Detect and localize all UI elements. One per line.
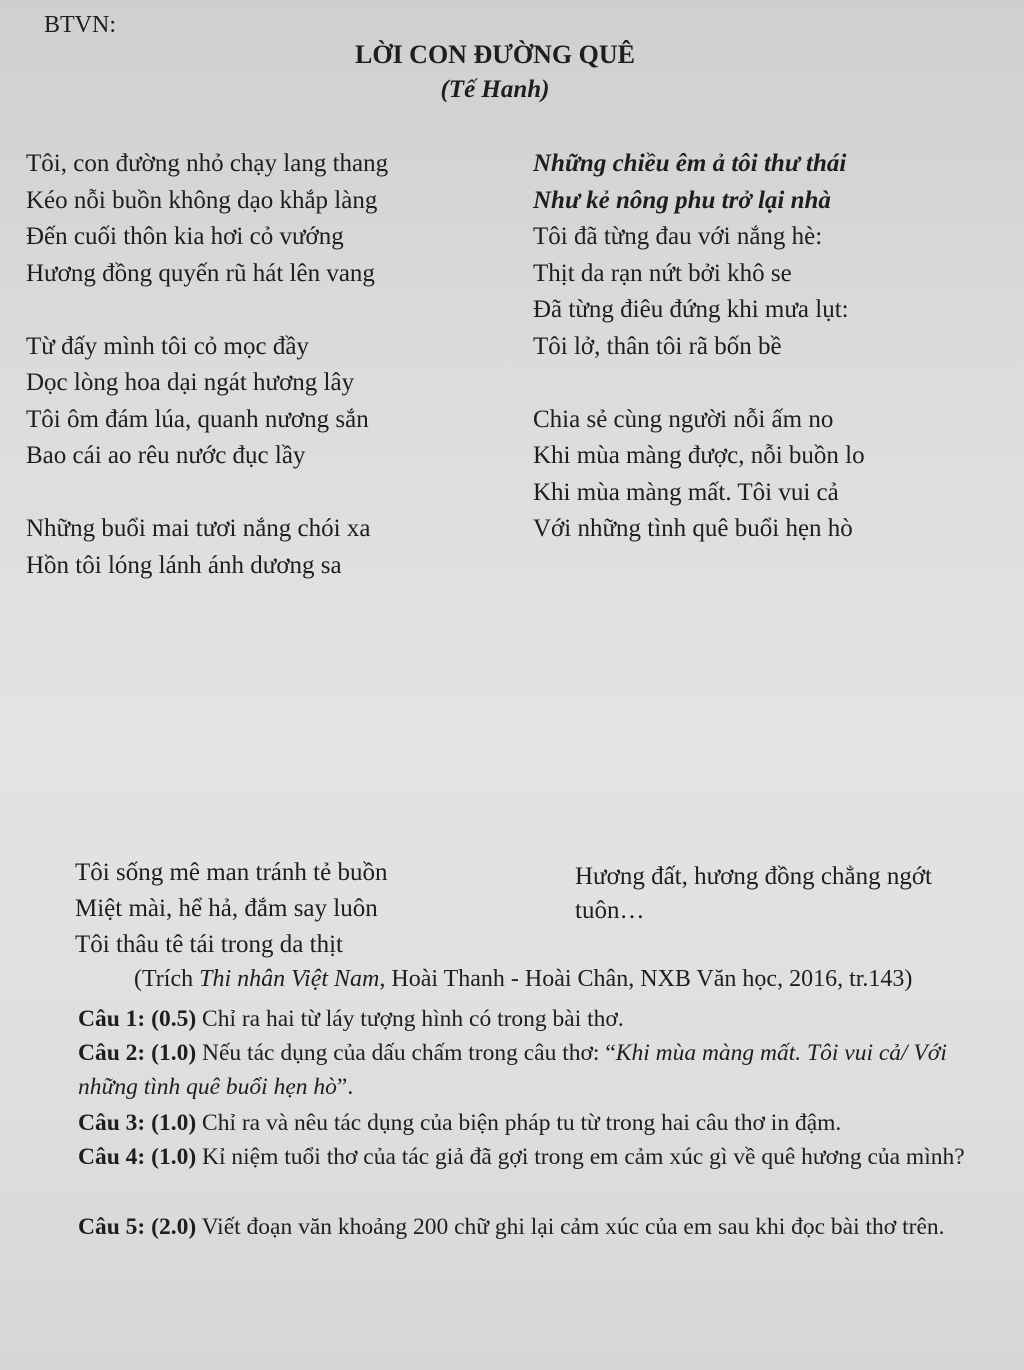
poem-line: Khi mùa màng mất. Tôi vui cả xyxy=(533,478,839,506)
poem-author: (Tế Hanh) xyxy=(440,76,550,103)
question-quote: Khi mùa màng mất. Tôi vui cả/ Với những tình quê buổi hẹn hò xyxy=(78,1040,947,1100)
question-head: Câu 4: (1.0) xyxy=(78,1144,197,1170)
question-text: Chỉ ra hai từ láy tượng hình có trong bài thơ. xyxy=(196,1006,624,1032)
question-1 xyxy=(78,1002,968,1036)
poem-right-column xyxy=(533,146,865,548)
question-quote-end: ”. xyxy=(336,1074,354,1100)
question-4 xyxy=(78,1140,968,1174)
poem-line: Thịt da rạn nứt bởi khô se xyxy=(533,259,792,287)
poem-line: Đã từng điêu đứng khi mưa lụt: xyxy=(533,296,849,323)
poem-bottom-left xyxy=(75,855,387,963)
question-text: Chỉ ra và nêu tác dụng của biện pháp tu từ trong hai câu thơ in đậm. xyxy=(196,1110,842,1136)
poem-line: Kéo nỗi buồn không dạo khắp làng xyxy=(26,186,378,214)
question-head: Câu 5: (2.0) xyxy=(78,1214,197,1240)
poem-line: Hồn tôi lóng lánh ánh dương sa xyxy=(26,551,342,579)
question-head: Câu 1: (0.5) xyxy=(78,1006,197,1032)
poem-line: Khi mùa màng được, nỗi buồn lo xyxy=(533,442,865,469)
poem-line: Tôi lở, thân tôi rã bốn bề xyxy=(533,332,782,360)
source-citation xyxy=(134,966,912,993)
stanza-gap xyxy=(26,475,388,512)
poem-line: Tôi ôm đám lúa, quanh nương sắn xyxy=(26,405,369,433)
poem-line: Đến cuối thôn kia hơi cỏ vướng xyxy=(26,223,344,250)
poem-line-bold: Như kẻ nông phu trở lại nhà xyxy=(533,186,831,214)
question-head: Câu 2: (1.0) xyxy=(78,1040,197,1066)
poem-bottom-right: Hương đất, hương đồng chẳng ngớt tuôn… xyxy=(575,863,932,924)
question-text: Viết đoạn văn khoảng 200 chữ ghi lại cảm xúc của em sau khi đọc bài thơ trên. xyxy=(196,1214,945,1240)
stanza-gap xyxy=(26,292,388,329)
poem-title: LỜI CON ĐƯỜNG QUÊ xyxy=(355,40,635,69)
poem-line: Từ đấy mình tôi cỏ mọc đầy xyxy=(26,332,309,360)
poem-line: Dọc lòng hoa dại ngát hương lây xyxy=(26,369,355,396)
poem-line: Những buổi mai tươi nắng chói xa xyxy=(26,515,371,542)
poem-line: Tôi đã từng đau với nắng hè: xyxy=(533,223,823,250)
question-text: Kỉ niệm tuổi thơ của tác giả đã gợi trong em cảm xúc gì về quê hương của mình? xyxy=(196,1144,965,1170)
source-suffix: , Hoài Thanh - Hoài Chân, NXB Văn học, 2016, tr.143) xyxy=(379,966,913,992)
poem-line: Miệt mài, hể hả, đắm say luôn xyxy=(75,895,378,922)
poem-line: Tôi sống mê man tránh tẻ buồn xyxy=(75,859,388,886)
source-prefix: (Trích xyxy=(134,966,200,992)
poem-left-column xyxy=(26,146,388,584)
question-head: Câu 3: (1.0) xyxy=(78,1110,197,1136)
poem-line: Hương đồng quyến rũ hát lên vang xyxy=(26,259,375,287)
poem-line: Tôi, con đường nhỏ chạy lang thang xyxy=(26,150,389,177)
stanza-gap xyxy=(533,365,865,402)
question-5 xyxy=(78,1210,968,1244)
question-text: Nếu tác dụng của dấu chấm trong câu thơ: “ xyxy=(196,1040,616,1066)
source-book: Thi nhân Việt Nam xyxy=(199,966,380,992)
question-3 xyxy=(78,1106,968,1140)
poem-line: Chia sẻ cùng người nỗi ấm no xyxy=(533,405,834,433)
question-2 xyxy=(78,1036,968,1104)
poem-line: Với những tình quê buổi hẹn hò xyxy=(533,515,853,542)
poem-line-bold: Những chiều êm ả tôi thư thái xyxy=(533,150,847,177)
poem-line: Tôi thâu tê tái trong da thịt xyxy=(75,931,343,958)
homework-label: BTVN: xyxy=(44,12,116,38)
poem-line: Bao cái ao rêu nước đục lầy xyxy=(26,442,306,469)
